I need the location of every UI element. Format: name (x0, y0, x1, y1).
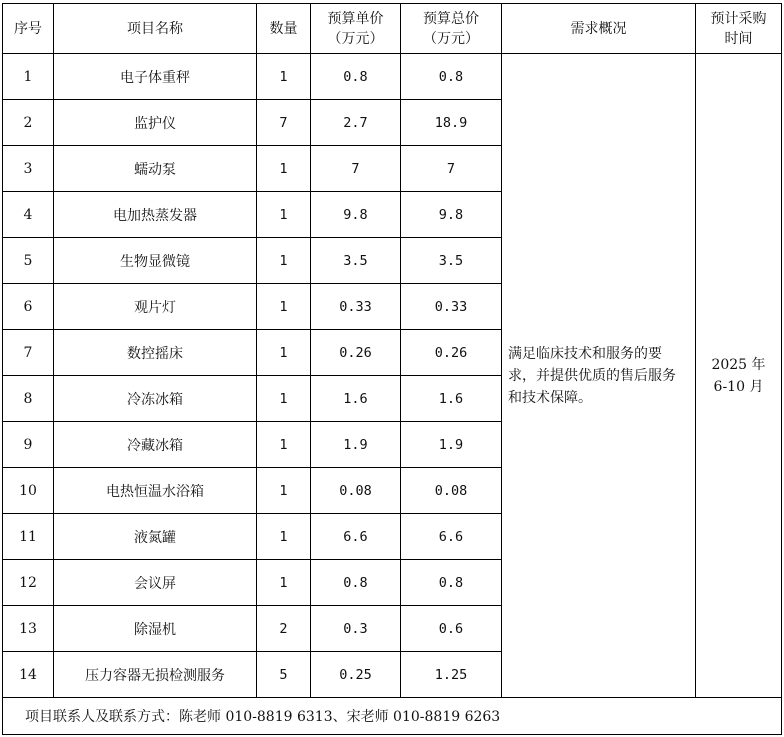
cell-name: 电子体重秤 (54, 54, 257, 100)
cell-no: 6 (3, 284, 54, 330)
cell-total-price: 1.9 (401, 422, 502, 468)
cell-total-price: 0.08 (401, 468, 502, 514)
cell-no: 12 (3, 560, 54, 606)
cell-total-price: 7 (401, 146, 502, 192)
cell-qty: 5 (257, 652, 311, 698)
cell-qty: 1 (257, 468, 311, 514)
cell-name: 压力容器无损检测服务 (54, 652, 257, 698)
cell-name: 电热恒温水浴箱 (54, 468, 257, 514)
cell-total-price: 0.33 (401, 284, 502, 330)
cell-no: 5 (3, 238, 54, 284)
requirement-cell: 满足临床技术和服务的要求，并提供优质的售后服务和技术保障。 (502, 54, 696, 698)
cell-name: 冷冻冰箱 (54, 376, 257, 422)
cell-total-price: 9.8 (401, 192, 502, 238)
cell-total-price: 0.6 (401, 606, 502, 652)
header-time (696, 4, 782, 54)
header-time-line1: 预计采购 (710, 10, 767, 27)
cell-no: 1 (3, 54, 54, 100)
table-body (3, 54, 782, 735)
cell-total-price: 1.25 (401, 652, 502, 698)
cell-unit-price: 1.6 (311, 376, 401, 422)
cell-total-price: 0.26 (401, 330, 502, 376)
cell-qty: 1 (257, 376, 311, 422)
cell-unit-price: 3.5 (311, 238, 401, 284)
cell-unit-price: 7 (311, 146, 401, 192)
contact-info: 项目联系人及联系方式：陈老师 010-8819 6313、宋老师 010-8819 6263 (3, 698, 782, 735)
header-no: 序号 (3, 4, 54, 54)
header-unit-price (311, 4, 401, 54)
cell-total-price: 3.5 (401, 238, 502, 284)
cell-no: 13 (3, 606, 54, 652)
table-row (3, 54, 782, 100)
cell-name: 除湿机 (54, 606, 257, 652)
cell-unit-price: 0.26 (311, 330, 401, 376)
header-unit-price-line2: （万元） (327, 30, 384, 47)
cell-name: 电加热蒸发器 (54, 192, 257, 238)
cell-no: 14 (3, 652, 54, 698)
header-requirement: 需求概况 (502, 4, 696, 54)
cell-no: 8 (3, 376, 54, 422)
contact-row (3, 698, 782, 735)
header-total-price-line2: （万元） (423, 30, 479, 47)
cell-qty: 7 (257, 100, 311, 146)
procurement-table (2, 3, 782, 735)
cell-name: 监护仪 (54, 100, 257, 146)
cell-qty: 1 (257, 330, 311, 376)
cell-qty: 1 (257, 146, 311, 192)
cell-name: 液氮罐 (54, 514, 257, 560)
procurement-time-cell (696, 54, 782, 698)
cell-unit-price: 6.6 (311, 514, 401, 560)
cell-name: 生物显微镜 (54, 238, 257, 284)
cell-qty: 2 (257, 606, 311, 652)
cell-unit-price: 0.8 (311, 54, 401, 100)
cell-no: 10 (3, 468, 54, 514)
cell-unit-price: 0.8 (311, 560, 401, 606)
cell-unit-price: 0.25 (311, 652, 401, 698)
cell-no: 7 (3, 330, 54, 376)
cell-qty: 1 (257, 284, 311, 330)
cell-no: 4 (3, 192, 54, 238)
cell-unit-price: 0.3 (311, 606, 401, 652)
cell-qty: 1 (257, 422, 311, 468)
cell-unit-price: 9.8 (311, 192, 401, 238)
cell-name: 冷藏冰箱 (54, 422, 257, 468)
header-qty: 数量 (257, 4, 311, 54)
cell-no: 9 (3, 422, 54, 468)
cell-qty: 1 (257, 514, 311, 560)
header-name: 项目名称 (54, 4, 257, 54)
cell-total-price: 0.8 (401, 54, 502, 100)
cell-unit-price: 0.33 (311, 284, 401, 330)
header-total-price (401, 4, 502, 54)
cell-total-price: 0.8 (401, 560, 502, 606)
procurement-time-line2: 6-10 月 (713, 378, 764, 395)
cell-qty: 1 (257, 54, 311, 100)
cell-total-price: 1.6 (401, 376, 502, 422)
header-unit-price-line1: 预算单价 (327, 10, 384, 27)
header-row (3, 4, 782, 54)
cell-unit-price: 0.08 (311, 468, 401, 514)
cell-qty: 1 (257, 238, 311, 284)
cell-unit-price: 1.9 (311, 422, 401, 468)
cell-qty: 1 (257, 192, 311, 238)
cell-no: 2 (3, 100, 54, 146)
cell-no: 3 (3, 146, 54, 192)
cell-name: 观片灯 (54, 284, 257, 330)
cell-name: 数控摇床 (54, 330, 257, 376)
cell-total-price: 18.9 (401, 100, 502, 146)
cell-total-price: 6.6 (401, 514, 502, 560)
cell-qty: 1 (257, 560, 311, 606)
header-time-line2: 时间 (724, 30, 753, 47)
cell-unit-price: 2.7 (311, 100, 401, 146)
cell-name: 会议屏 (54, 560, 257, 606)
procurement-time-line1: 2025 年 (711, 356, 766, 373)
header-total-price-line1: 预算总价 (423, 10, 479, 27)
cell-no: 11 (3, 514, 54, 560)
cell-name: 蠕动泵 (54, 146, 257, 192)
